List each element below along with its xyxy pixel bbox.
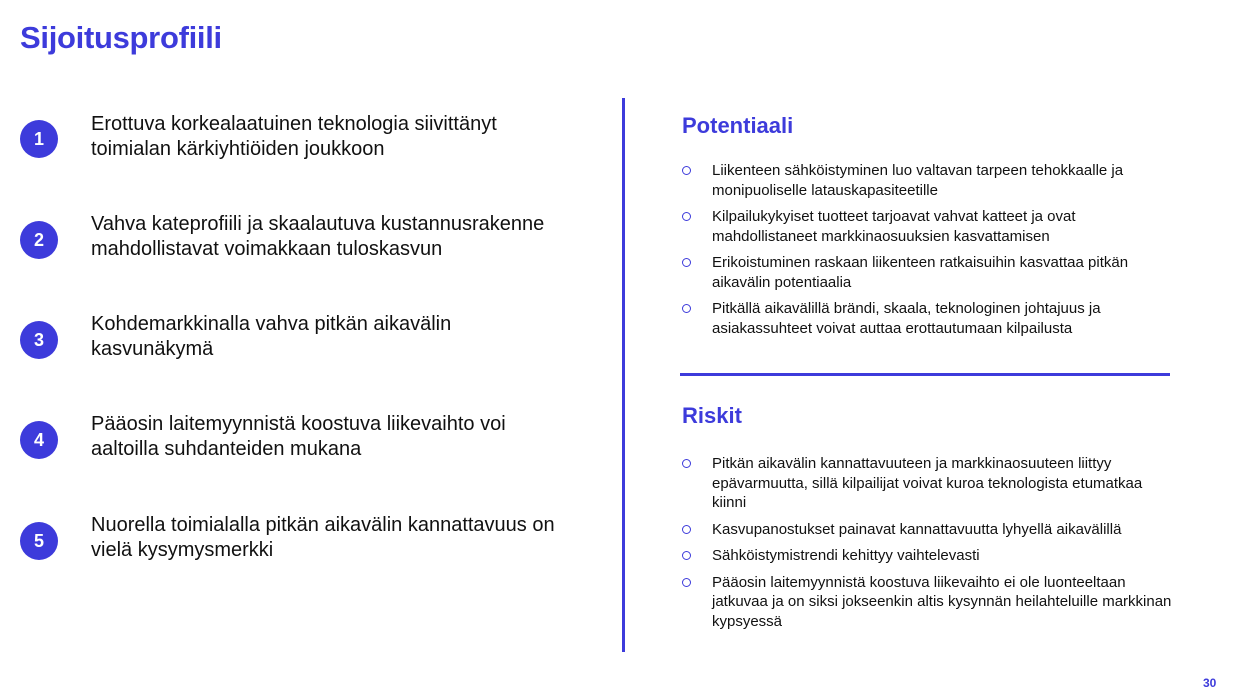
list-item — [682, 573, 1172, 632]
page-number: 30 — [1203, 676, 1217, 690]
circle-bullet-icon — [682, 525, 691, 534]
risks-heading: Riskit — [682, 403, 742, 428]
page-title: Sijoitusprofiili — [20, 20, 222, 55]
circle-bullet-icon — [682, 578, 691, 587]
number-badge: 1 — [20, 120, 58, 158]
horizontal-divider — [680, 373, 1170, 376]
list-item-text: Kasvupanostukset painavat kannattavuutta lyhyellä aikavälillä — [712, 520, 1122, 538]
list-item — [682, 253, 1172, 292]
circle-bullet-icon — [682, 166, 691, 175]
number-badge: 4 — [20, 421, 58, 459]
investment-point-text: Nuorella toimialalla pitkän aikavälin kannattavuus on vielä kysymysmerkki — [91, 514, 555, 561]
list-item-text: Erikoistuminen raskaan liikenteen ratkaisuihin kasvattaa pitkän aikavälin potentiaalia — [712, 254, 1129, 291]
circle-bullet-icon — [682, 212, 691, 221]
list-item-text: Kilpailukykyiset tuotteet tarjoavat vahvat katteet ja ovat mahdollistaneet markkinaosuuksien kasvattamisen — [712, 208, 1076, 245]
circle-bullet-icon — [682, 258, 691, 267]
list-item — [682, 454, 1172, 513]
list-item — [682, 299, 1172, 338]
investment-point-text: Kohdemarkkinalla vahva pitkän aikavälin kasvunäkymä — [91, 313, 452, 360]
investment-point-text: Pääosin laitemyynnistä koostuva liikevaihto voi aaltoilla suhdanteiden mukana — [91, 413, 506, 460]
vertical-divider — [622, 98, 625, 652]
list-item — [682, 207, 1172, 246]
circle-bullet-icon — [682, 459, 691, 468]
list-item-text: Sähköistymistrendi kehittyy vaihtelevasti — [712, 547, 980, 564]
potential-heading: Potentiaali — [682, 113, 794, 138]
list-item-text: Liikenteen sähköistyminen luo valtavan tarpeen tehokkaalle ja monipuoliselle latauskapasiteetille — [712, 162, 1124, 199]
circle-bullet-icon — [682, 304, 691, 313]
list-item — [682, 546, 1172, 566]
number-badge: 3 — [20, 321, 58, 359]
potential-list — [682, 161, 1172, 345]
list-item — [682, 161, 1172, 200]
risks-list — [682, 454, 1172, 638]
investment-point-text: Vahva kateprofiili ja skaalautuva kustannusrakenne mahdollistavat voimakkaan tuloskasvun — [91, 213, 545, 260]
circle-bullet-icon — [682, 551, 691, 560]
investment-point-text: Erottuva korkealaatuinen teknologia siivittänyt toimialan kärkiyhtiöiden joukkoon — [91, 113, 497, 160]
list-item-text: Pitkällä aikavälillä brändi, skaala, teknologinen johtajuus ja asiakassuhteet voivat auttaa erottautumaan kilpailusta — [712, 300, 1101, 337]
list-item-text: Pääosin laitemyynnistä koostuva liikevaihto ei ole luonteeltaan jatkuvaa ja on siksi jokseenkin altis kysynnän heilahteluille markkinan kypsyessä — [712, 573, 1172, 630]
number-badge: 2 — [20, 221, 58, 259]
number-badge: 5 — [20, 522, 58, 560]
list-item-text: Pitkän aikavälin kannattavuuteen ja markkinaosuuteen liittyy epävarmuutta, sillä kilpailijat voivat kuroa teknologista etumatkaa kiinni — [712, 455, 1143, 511]
list-item — [682, 520, 1172, 540]
